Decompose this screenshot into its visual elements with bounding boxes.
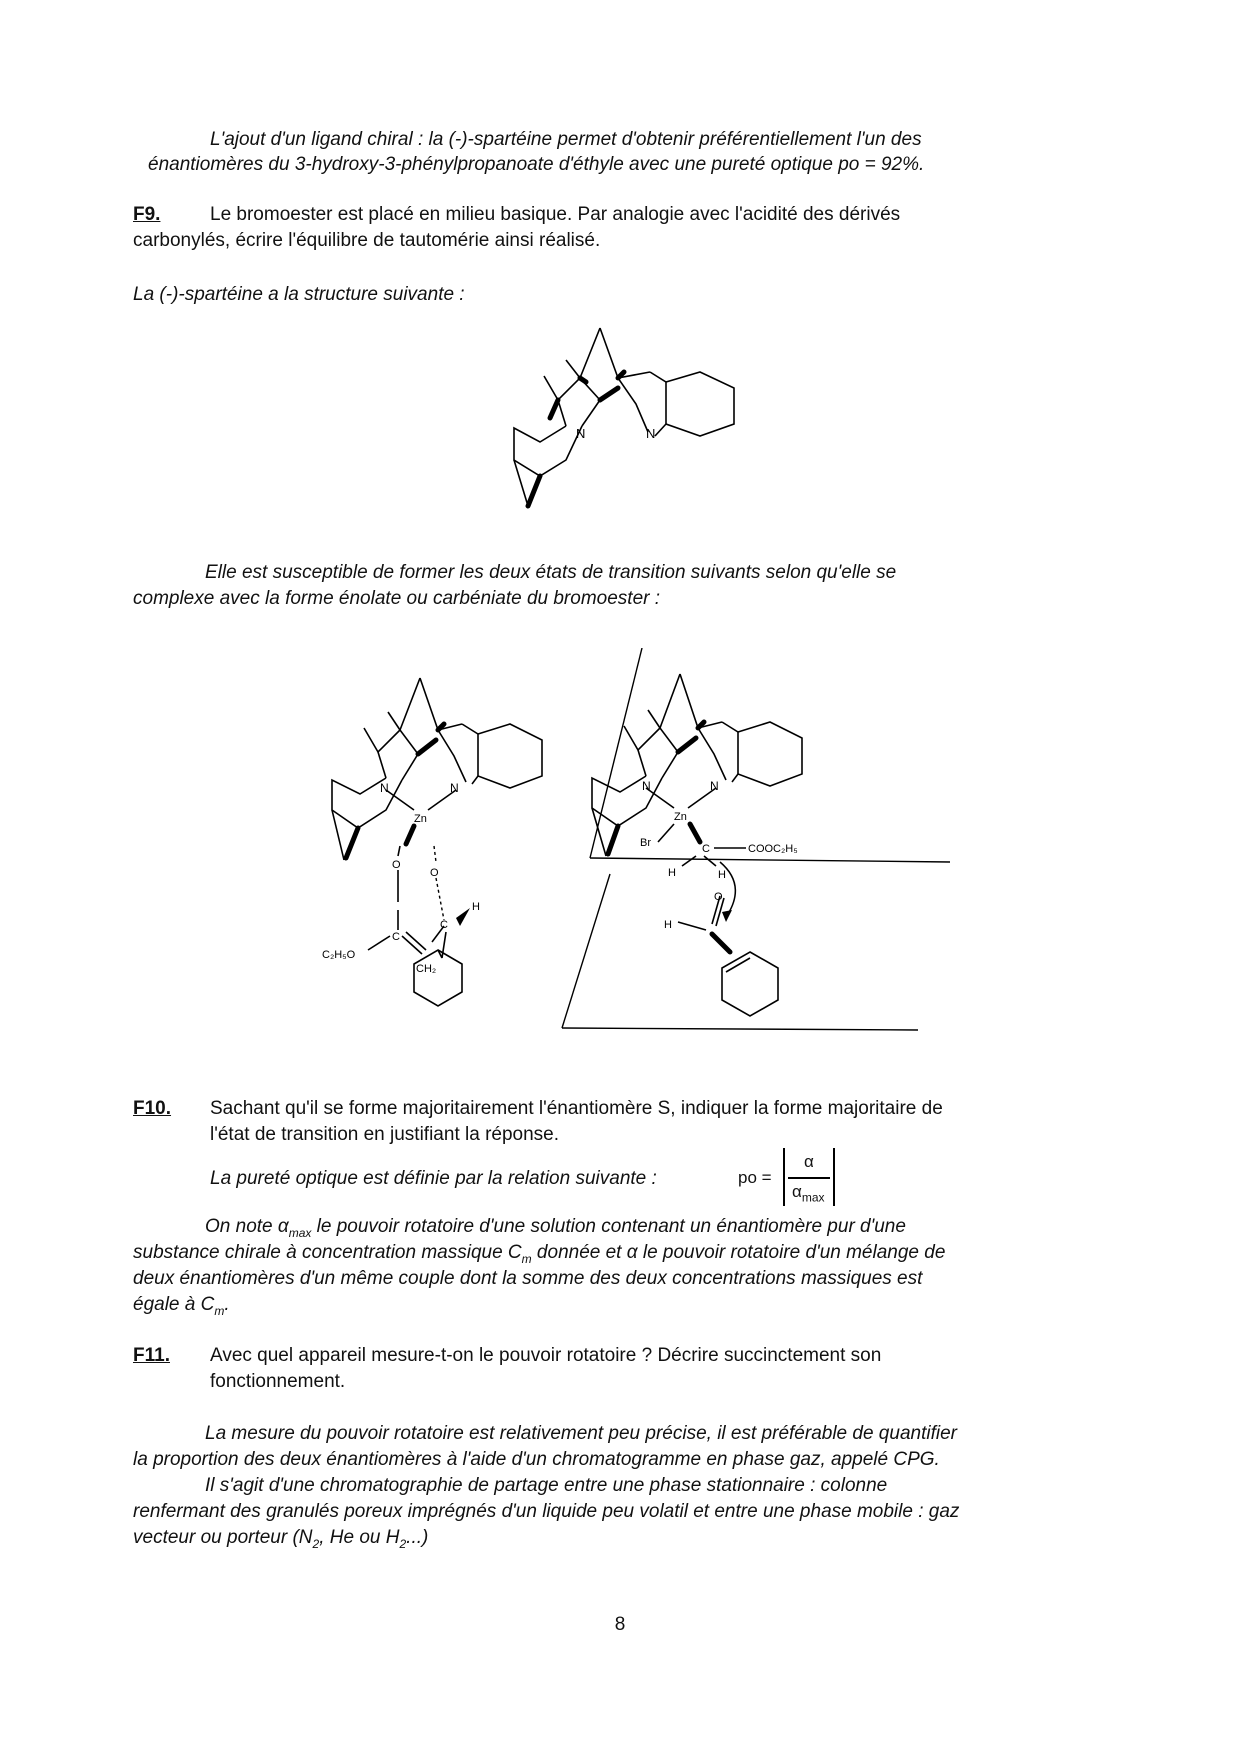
f10-line-2: l'état de transition en justifiant la réponse. bbox=[210, 1124, 560, 1145]
alpha-note-line-2: substance chirale à concentration massique $C_m$ donnée et α le pouvoir rotatoire d'un mélange de bbox=[133, 1242, 946, 1266]
ts-left-c2: C bbox=[440, 919, 448, 931]
ts-left-c1: C bbox=[392, 931, 400, 943]
ts-right-zn: Zn bbox=[674, 811, 687, 823]
ts-left-zn: Zn bbox=[414, 813, 427, 825]
ts-right-c: C bbox=[702, 843, 710, 855]
ts-left-n2: N bbox=[450, 781, 459, 795]
transition-state-enolate bbox=[310, 670, 570, 1010]
ts-right-n1: N bbox=[642, 779, 651, 793]
ts-left-n1: N bbox=[380, 781, 389, 795]
ts-intro-line-2: complexe avec la forme énolate ou carbéniate du bromoester : bbox=[133, 588, 661, 609]
purity-formula-lhs: po = bbox=[738, 1168, 772, 1187]
f10-line-1: Sachant qu'il se forme majoritairement l'énantiomère S, indiquer la forme majoritaire de bbox=[210, 1098, 943, 1119]
f9-line-2: carbonylés, écrire l'équilibre de tautomérie ainsi réalisé. bbox=[133, 230, 601, 251]
f11-line-2: fonctionnement. bbox=[210, 1371, 346, 1392]
purity-definition-text: La pureté optique est définie par la relation suivante : bbox=[210, 1168, 657, 1189]
ts-left-o2: O bbox=[430, 867, 439, 879]
cpg-line-3: Il s'agit d'une chromatographie de partage entre une phase stationnaire : colonne bbox=[205, 1475, 888, 1496]
sparteine-n-right: N bbox=[646, 426, 656, 441]
ts-left-ethoxy: C₂H₅O bbox=[322, 949, 356, 961]
purity-formula-numerator: α bbox=[804, 1152, 814, 1171]
ts-right-cooet: COOC₂H₅ bbox=[748, 843, 798, 855]
ts-right-h2: H bbox=[718, 869, 726, 881]
ts-left-o1: O bbox=[392, 859, 401, 871]
ts-left-h: H bbox=[472, 901, 480, 913]
cpg-line-5: vecteur ou porteur ($N_2$, He ou $H_2$...) bbox=[133, 1527, 429, 1551]
sparteine-structure bbox=[500, 320, 760, 530]
transition-state-carbeniate bbox=[550, 648, 950, 1038]
cpg-line-2: la proportion des deux énantiomères à l'aide d'un chromatogramme en phase gaz, appelé CPG. bbox=[133, 1449, 940, 1470]
ts-left-ch2: CH₂ bbox=[416, 963, 437, 975]
alpha-note-line-1: On note $\alpha_{max}$ le pouvoir rotatoire d'une solution contenant un énantiomère pur d'une bbox=[205, 1216, 906, 1240]
f9-line-1: Le bromoester est placé en milieu basique. Par analogie avec l'acidité des dérivés bbox=[210, 204, 901, 225]
question-label-f9: F9. bbox=[133, 204, 161, 225]
purity-formula-denominator: $\alpha_{max}$ bbox=[792, 1182, 825, 1205]
sparteine-caption: La (-)-spartéine a la structure suivante : bbox=[133, 284, 465, 305]
page-number: 8 bbox=[614, 1614, 626, 1635]
ts-right-n2: N bbox=[710, 779, 719, 793]
question-label-f10: F10. bbox=[133, 1098, 172, 1119]
intro-line-1: L'ajout d'un ligand chiral : la (-)-spartéine permet d'obtenir préférentiellement l'un des bbox=[210, 129, 922, 150]
purity-formula bbox=[738, 1148, 848, 1208]
f11-line-1: Avec quel appareil mesure-t-on le pouvoir rotatoire ? Décrire succinctement son bbox=[210, 1345, 882, 1366]
intro-line-2: énantiomères du 3-hydroxy-3-phénylpropanoate d'éthyle avec une pureté optique po = 92%. bbox=[148, 154, 925, 175]
ts-intro-line-1: Elle est susceptible de former les deux états de transition suivants selon qu'elle se bbox=[205, 562, 897, 583]
alpha-note-line-4: égale à $C_m$. bbox=[133, 1294, 230, 1318]
sparteine-n-left: N bbox=[576, 426, 586, 441]
ts-right-o: O bbox=[714, 891, 723, 903]
cpg-line-4: renfermant des granulés poreux imprégnés d'un liquide peu volatil et entre une phase mobile : gaz bbox=[133, 1501, 960, 1522]
ts-right-h3: H bbox=[664, 919, 672, 931]
question-label-f11: F11. bbox=[133, 1345, 170, 1366]
ts-right-br: Br bbox=[640, 837, 651, 849]
alpha-note-line-3: deux énantiomères d'un même couple dont la somme des deux concentrations massiques est bbox=[133, 1268, 923, 1289]
cpg-line-1: La mesure du pouvoir rotatoire est relativement peu précise, il est préférable de quantifier bbox=[205, 1423, 957, 1444]
ts-right-h1: H bbox=[668, 867, 676, 879]
